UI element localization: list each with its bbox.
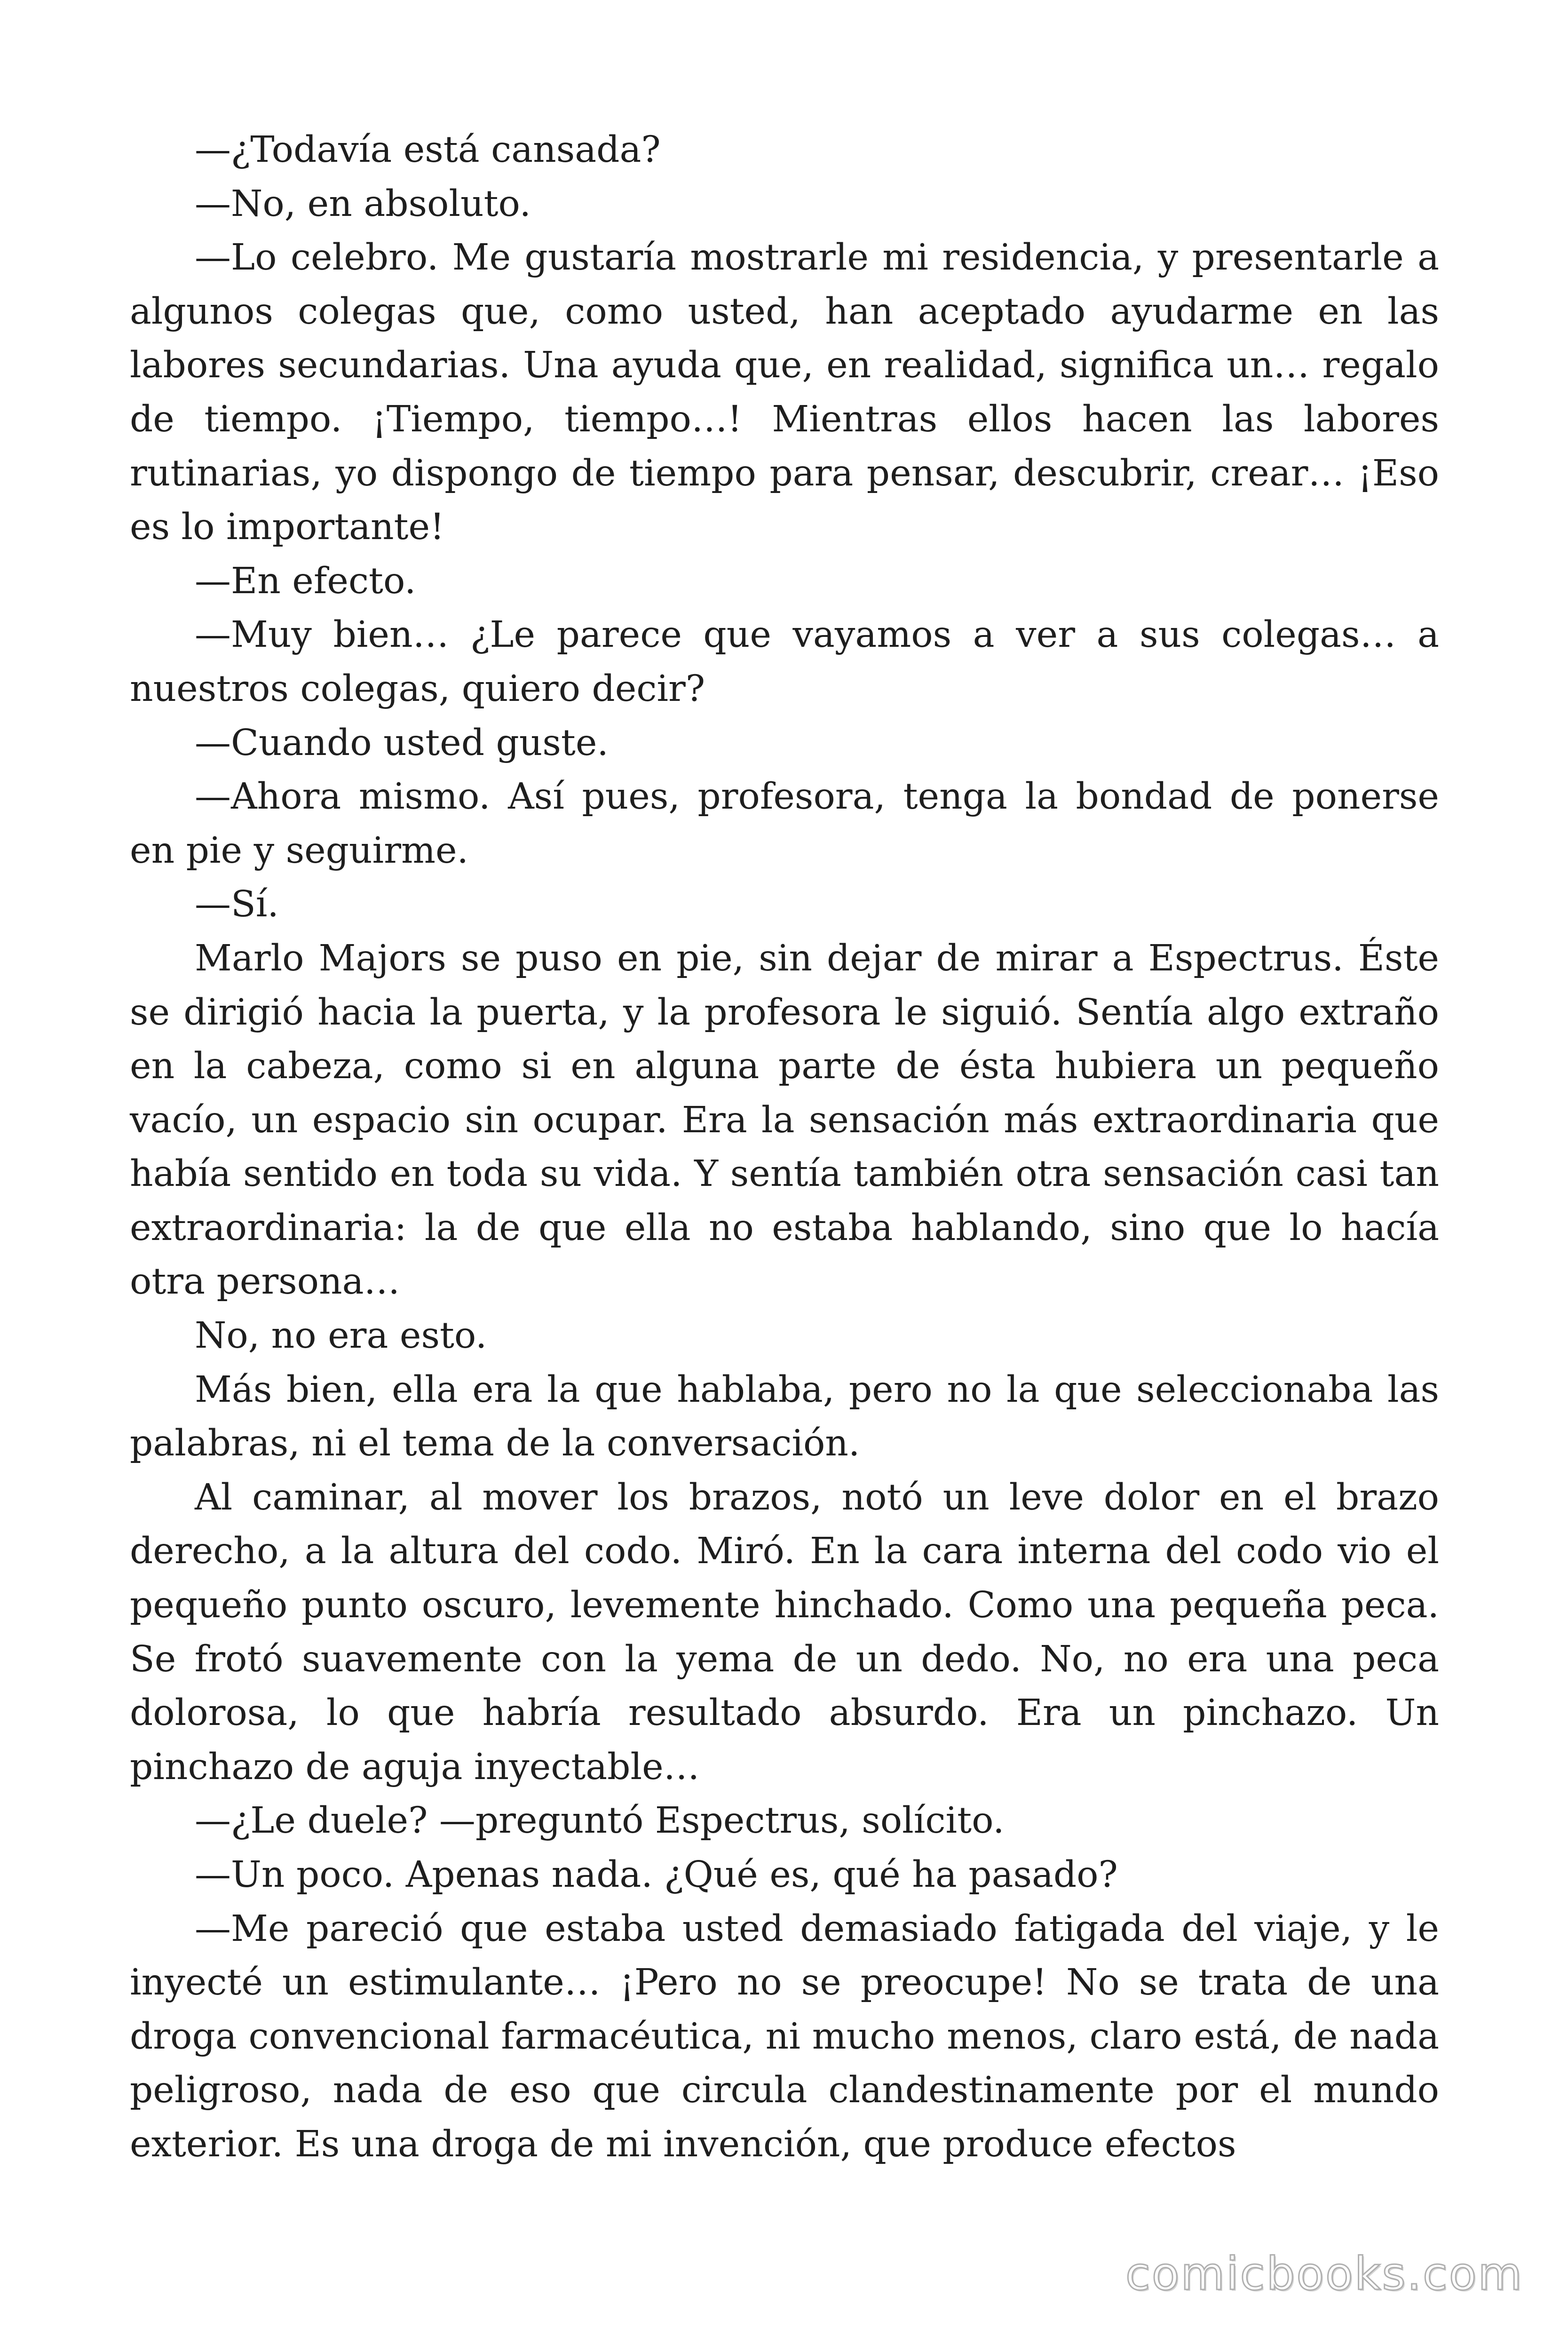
paragraph: —Ahora mismo. Así pues, profesora, tenga la bondad de ponerse en pie y seguirme. xyxy=(130,776,1439,872)
paragraph: —Muy bien… ¿Le parece que vayamos a ver a sus colegas… a nuestros colegas, quiero decir? xyxy=(130,614,1439,710)
paragraph: —En efecto. xyxy=(195,560,416,602)
paragraph: No, no era esto. xyxy=(195,1315,487,1357)
paragraph: Al caminar, al mover los brazos, notó un leve dolor en el brazo derecho, a la altura del codo. Miró. En la cara interna del codo vio el pequeño punto oscuro, levemente hinchado. Como una pequeña peca. Se frotó suavemente con la yema de un dedo. No, no era una peca dolorosa, lo que habría resultado absurdo. Era un pinchazo. Un pinchazo de aguja inyectable… xyxy=(130,1476,1439,1788)
paragraph: —Me pareció que estaba usted demasiado fatigada del viaje, y le inyecté un estimulante… ¡Pero no se preocupe! No se trata de una droga convencional farmacéutica, ni mucho menos, claro está, de nada peligroso, nada de eso que circula clandestinamente por el mundo exterior. Es una droga de mi invención, que produce efectos xyxy=(130,1907,1439,2165)
paragraph: Más bien, ella era la que hablaba, pero no la que seleccionaba las palabras, ni el tema de la conversación. xyxy=(130,1368,1439,1465)
body-text xyxy=(130,123,1439,2172)
paragraph: Marlo Majors se puso en pie, sin dejar de mirar a Espectrus. Éste se dirigió hacia la puerta, y la profesora le siguió. Sentía algo extraño en la cabeza, como si en alguna parte de ésta hubiera un pequeño vacío, un espacio sin ocupar. Era la sensación más extraordinaria que había sentido en toda su vida. Y sentía también otra sensación casi tan extraordinaria: la de que ella no estaba hablando, sino que lo hacía otra persona… xyxy=(130,937,1439,1303)
paragraph: —Cuando usted guste. xyxy=(195,722,609,764)
paragraph: —Lo celebro. Me gustaría mostrarle mi residencia, y presentarle a algunos colegas que, como usted, han aceptado ayudarme en las labores secundarias. Una ayuda que, en realidad, significa un… regalo de tiempo. ¡Tiempo, tiempo…! Mientras ellos hacen las labores rutinarias, yo dispongo de tiempo para pensar, descubrir, crear… ¡Eso es lo importante! xyxy=(130,237,1439,548)
watermark: comicbooks.com xyxy=(1125,2248,1523,2300)
paragraph: —Sí. xyxy=(195,883,279,926)
paragraph: —No, en absoluto. xyxy=(195,183,531,225)
paragraph: —¿Todavía está cansada? xyxy=(195,129,661,171)
paragraph: —Un poco. Apenas nada. ¿Qué es, qué ha pasado? xyxy=(195,1854,1118,1896)
paragraph: —¿Le duele? —preguntó Espectrus, solícito. xyxy=(195,1800,1005,1842)
